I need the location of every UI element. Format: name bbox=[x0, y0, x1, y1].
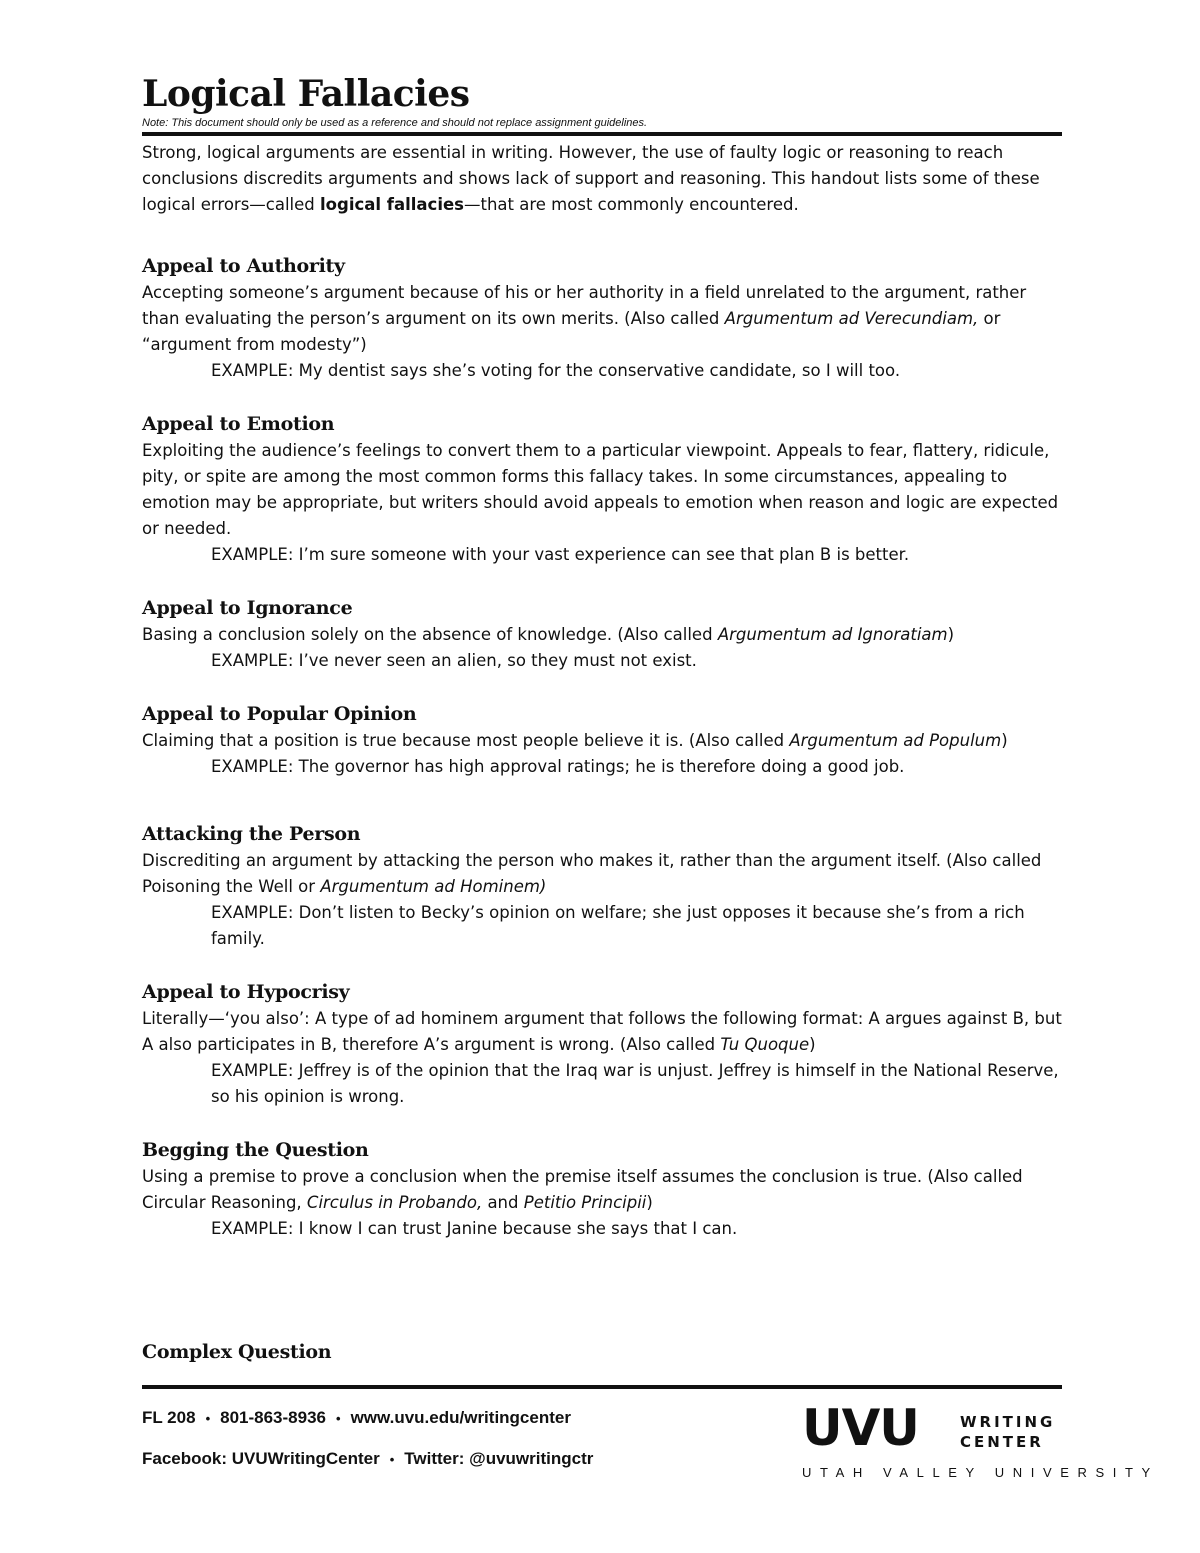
section-definition bbox=[142, 728, 1062, 754]
definition-italic: Tu Quoque bbox=[720, 1035, 810, 1054]
definition-italic: Argumentum ad Hominem) bbox=[320, 877, 547, 896]
footer-line-2 bbox=[142, 1445, 593, 1474]
section-appeal-to-authority bbox=[142, 252, 1062, 384]
section-example: EXAMPLE: Jeffrey is of the opinion that the Iraq war is unjust. Jeffrey is himself in the National Reserve, so his opinion is wrong. bbox=[211, 1061, 1059, 1106]
definition-text-end: ) bbox=[1001, 731, 1008, 750]
page-title: Logical Fallacies bbox=[142, 73, 470, 115]
section-title: Begging the Question bbox=[142, 1139, 369, 1161]
definition-italic-2: Petitio Principii bbox=[523, 1193, 647, 1212]
definition-text: Accepting someone’s argument because of his or her authority in a field unrelated to the argument, rather than evaluating the person’s argument on its own merits. (Also called bbox=[142, 283, 1027, 328]
logo-wordmark bbox=[960, 1412, 1055, 1452]
section-appeal-to-popular-opinion bbox=[142, 700, 1062, 780]
definition-text-mid: and bbox=[482, 1193, 524, 1212]
section-title: Appeal to Authority bbox=[142, 255, 345, 277]
section-begging-the-question bbox=[142, 1136, 1062, 1242]
section-example: EXAMPLE: Don’t listen to Becky’s opinion on welfare; she just opposes it because she’s from a rich family. bbox=[211, 903, 1025, 948]
header-divider bbox=[142, 132, 1062, 136]
section-title-complex-question: Complex Question bbox=[142, 1341, 332, 1363]
definition-text-end: or “argument from modesty”) bbox=[142, 309, 1001, 354]
footer-website-link[interactable]: www.uvu.edu/writingcenter bbox=[350, 1408, 571, 1427]
section-example: EXAMPLE: I’ve never seen an alien, so they must not exist. bbox=[211, 651, 697, 670]
footer-divider bbox=[142, 1385, 1062, 1389]
intro-text-end: —that are most commonly encountered. bbox=[464, 195, 799, 214]
document-page bbox=[142, 72, 1062, 1268]
section-definition bbox=[142, 280, 1062, 358]
usage-note: Note: This document should only be used as a reference and should not replace assignment guidelines. bbox=[142, 117, 648, 129]
definition-text: Literally—‘you also’: A type of ad hominem argument that follows the following format: A argues against B, but A also participates in B, therefore A’s argument is wrong. (Also called bbox=[142, 1009, 1062, 1054]
section-appeal-to-hypocrisy bbox=[142, 978, 1062, 1110]
section-definition bbox=[142, 1164, 1062, 1216]
section-example: EXAMPLE: I’m sure someone with your vast experience can see that plan B is better. bbox=[211, 545, 910, 564]
section-example: EXAMPLE: I know I can trust Janine because she says that I can. bbox=[211, 1219, 738, 1238]
footer-contact bbox=[142, 1404, 593, 1486]
definition-text: Discrediting an argument by attacking the person who makes it, rather than the argument itself. (Also called Poisoning the Well or bbox=[142, 851, 1042, 896]
logo-line-center: CENTER bbox=[960, 1433, 1044, 1451]
section-definition bbox=[142, 622, 1062, 648]
footer-location: FL 208 bbox=[142, 1408, 196, 1427]
section-definition bbox=[142, 1006, 1062, 1058]
definition-italic: Argumentum ad Populum bbox=[789, 731, 1002, 750]
logo-university: UTAH VALLEY UNIVERSITY bbox=[802, 1465, 1159, 1480]
intro-paragraph bbox=[142, 140, 1062, 218]
footer-facebook: Facebook: UVUWritingCenter bbox=[142, 1449, 380, 1468]
section-definition bbox=[142, 438, 1062, 542]
definition-text: Using a premise to prove a conclusion when the premise itself assumes the conclusion is true. (Also called Circular Reasoning, bbox=[142, 1167, 1023, 1212]
footer-twitter: Twitter: @uvuwritingctr bbox=[404, 1449, 594, 1468]
logo-mark: UVU bbox=[802, 1399, 919, 1457]
definition-text-end: ) bbox=[646, 1193, 653, 1212]
uvu-writing-center-logo bbox=[802, 1399, 1159, 1484]
section-example: EXAMPLE: My dentist says she’s voting for the conservative candidate, so I will too. bbox=[211, 361, 901, 380]
section-title: Attacking the Person bbox=[142, 823, 361, 845]
footer-phone: 801-863-8936 bbox=[220, 1408, 326, 1427]
definition-text: Claiming that a position is true because most people believe it is. (Also called bbox=[142, 731, 790, 750]
definition-text: Basing a conclusion solely on the absence of knowledge. (Also called bbox=[142, 625, 718, 644]
section-attacking-the-person bbox=[142, 820, 1062, 952]
bullet-separator: • bbox=[205, 1411, 211, 1426]
bullet-separator: • bbox=[389, 1452, 395, 1467]
section-definition bbox=[142, 848, 1062, 900]
section-title: Appeal to Popular Opinion bbox=[142, 703, 417, 725]
logo-line-writing: WRITING bbox=[960, 1413, 1056, 1431]
section-title: Appeal to Emotion bbox=[142, 413, 335, 435]
section-title: Appeal to Ignorance bbox=[142, 597, 353, 619]
section-title: Appeal to Hypocrisy bbox=[142, 981, 350, 1003]
bullet-separator: • bbox=[336, 1411, 341, 1426]
section-appeal-to-ignorance bbox=[142, 594, 1062, 674]
section-appeal-to-emotion bbox=[142, 410, 1062, 568]
definition-text-end: ) bbox=[947, 625, 955, 644]
definition-italic: Argumentum ad Ignoratiam bbox=[717, 625, 948, 644]
footer-line-1 bbox=[142, 1404, 593, 1433]
definition-italic: Argumentum ad Verecundiam, bbox=[724, 309, 979, 328]
intro-bold-term: logical fallacies bbox=[320, 195, 464, 214]
definition-text-end: ) bbox=[809, 1035, 816, 1054]
definition-italic: Circulus in Probando, bbox=[306, 1193, 483, 1212]
intro-text: Strong, logical arguments are essential in writing. However, the use of faulty logic or reasoning to reach conclusions discredits arguments and shows lack of support and reasoning. This handout lists some of these logical errors—called bbox=[142, 143, 1040, 214]
definition-text: Exploiting the audience’s feelings to convert them to a particular viewpoint. Appeals to fear, flattery, ridicule, pity, or spite are among the most common forms this fallacy takes. In some circumstances, appealing to emotion may be appropriate, but writers should avoid appeals to emotion when reason and logic are expected or needed. bbox=[142, 441, 1059, 538]
section-example: EXAMPLE: The governor has high approval ratings; he is therefore doing a good job. bbox=[211, 757, 905, 776]
